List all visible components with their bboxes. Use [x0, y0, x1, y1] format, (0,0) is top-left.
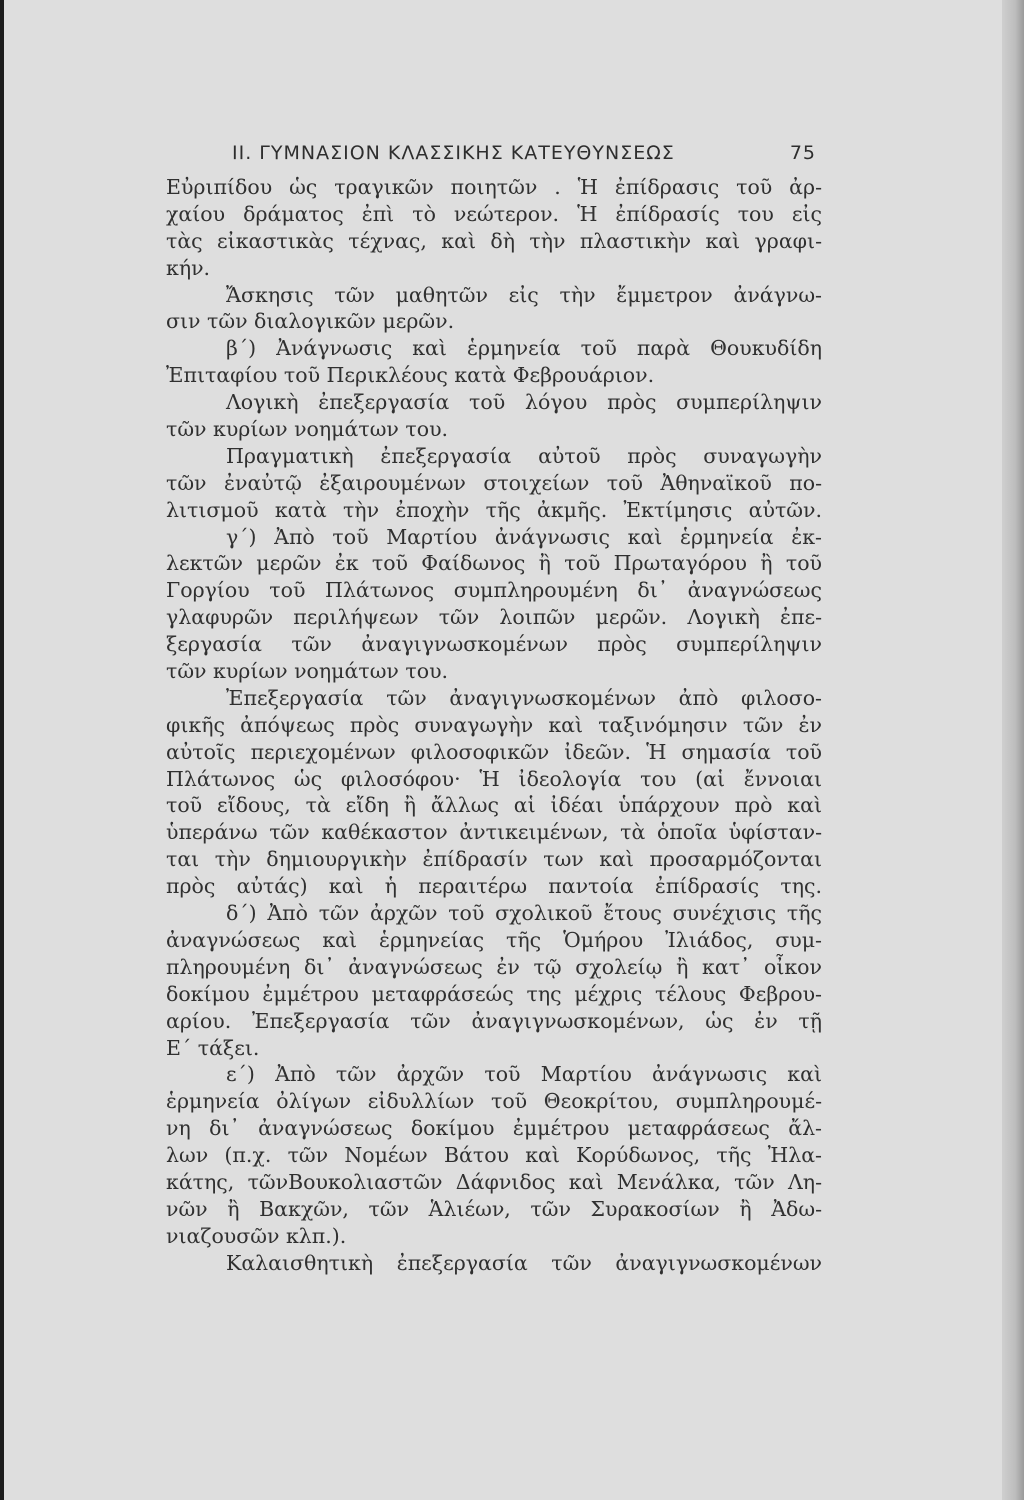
- page-number: 75: [789, 142, 816, 164]
- text-line: Πλάτωνος ὡς φιλοσόφου· Ἡ ἰδεολογία του (αἱ ἔννοιαι: [166, 766, 822, 791]
- text-line: Ἄσκησις τῶν μαθητῶν εἰς τὴν ἔμμετρον ἀνάγνω-: [226, 282, 822, 307]
- text-line: ὑπεράνω τῶν καθέκαστον ἀντικειμένων, τὰ ὁποῖα ὑφίσταν-: [166, 820, 822, 845]
- text-line: τῶν ἐναὐτῷ ἐξαιρουμένων στοιχείων τοῦ Ἀθηναϊκοῦ πο-: [166, 470, 822, 495]
- text-line: τοῦ εἴδους, τὰ εἴδη ἢ ἄλλως αἱ ἰδέαι ὑπάρχουν πρὸ καὶ: [166, 793, 822, 818]
- text-line: πρὸς αὐτάς) καὶ ἡ περαιτέρω παντοία ἐπίδρασίς της.: [166, 874, 822, 899]
- text-line: ξεργασία τῶν ἀναγιγνωσκομένων πρὸς συμπερίληψιν: [166, 632, 822, 657]
- text-line: δ΄) Ἀπὸ τῶν ἀρχῶν τοῦ σχολικοῦ ἔτους συνέχισις τῆς: [226, 901, 822, 926]
- text-line: ἀναγνώσεως καὶ ἑρμηνείας τῆς Ὁμήρου Ἰλιάδος, συμ-: [166, 927, 822, 952]
- text-line: Ἐπιταφίου τοῦ Περικλέους κατὰ Φεβρουάριον.: [166, 363, 655, 388]
- text-line: Καλαισθητικὴ ἐπεξεργασία τῶν ἀναγιγνωσκομένων: [226, 1250, 822, 1275]
- text-line: Ἐπεξεργασία τῶν ἀναγιγνωσκομένων ἀπὸ φιλοσο-: [226, 685, 822, 710]
- text-line: κήν.: [166, 255, 211, 280]
- body-text: [166, 174, 822, 1277]
- text-line: ε΄) Ἀπὸ τῶν ἀρχῶν τοῦ Μαρτίου ἀνάγνωσις καὶ: [226, 1062, 822, 1087]
- text-line: τὰς εἰκαστικὰς τέχνας, καὶ δὴ τὴν πλαστικὴν καὶ γραφι-: [166, 228, 822, 253]
- text-line: λων (π.χ. τῶν Νομέων Βάτου καὶ Κορύδωνος, τῆς Ἠλα-: [166, 1143, 822, 1168]
- text-line: χαίου δράματος ἐπὶ τὸ νεώτερον. Ἡ ἐπίδρασίς του εἰς: [166, 201, 822, 226]
- text-line: Πραγματικὴ ἐπεξεργασία αὐτοῦ πρὸς συναγωγὴν: [226, 443, 822, 468]
- text-line: τῶν κυρίων νοημάτων του.: [166, 659, 449, 684]
- book-page: [4, 0, 1024, 1500]
- running-header: [232, 142, 822, 164]
- text-line: δοκίμου ἐμμέτρου μεταφράσεώς της μέχρις τέλους Φεβρου-: [166, 981, 822, 1006]
- text-line: νη δι᾽ ἀναγνώσεως δοκίμου ἐμμέτρου μεταφράσεως ἄλ-: [166, 1116, 822, 1141]
- text-line: πληρουμένη δι᾽ ἀναγνώσεως ἐν τῷ σχολείῳ ἢ κατ᾽ οἶκον: [166, 954, 822, 979]
- page-edge-shadow: [1002, 0, 1024, 1500]
- text-line: Γοργίου τοῦ Πλάτωνος συμπληρουμένη δι᾽ ἀναγνώσεως: [166, 578, 822, 603]
- text-line: σιν τῶν διαλογικῶν μερῶν.: [166, 309, 455, 334]
- text-line: γ΄) Ἀπὸ τοῦ Μαρτίου ἀνάγνωσις καὶ ἑρμηνεία ἐκ-: [226, 524, 822, 549]
- text-line: β΄) Ἀνάγνωσις καὶ ἑρμηνεία τοῦ παρὰ Θουκυδίδη: [226, 336, 822, 361]
- text-line: ἑρμηνεία ὀλίγων εἰδυλλίων τοῦ Θεοκρίτου, συμπληρουμέ-: [166, 1089, 822, 1114]
- text-line: λιτισμοῦ κατὰ τὴν ἐποχὴν τῆς ἀκμῆς. Ἐκτίμησις αὐτῶν.: [166, 497, 822, 522]
- running-title: ΙΙ. ΓΥΜΝΑΣΙΟΝ ΚΛΑΣΣΙΚΗΣ ΚΑΤΕΥΘΥΝΣΕΩΣ: [232, 142, 675, 164]
- text-line: λεκτῶν μερῶν ἐκ τοῦ Φαίδωνος ἢ τοῦ Πρωταγόρου ἢ τοῦ: [166, 551, 822, 576]
- text-line: νιαζουσῶν κλπ.).: [166, 1223, 347, 1248]
- text-line: αρίου. Ἐπεξεργασία τῶν ἀναγιγνωσκομένων, ὡς ἐν τῇ: [166, 1008, 822, 1033]
- text-line: αὐτοῖς περιεχομένων φιλοσοφικῶν ἰδεῶν. Ἡ σημασία τοῦ: [166, 739, 822, 764]
- text-line: Λογικὴ ἐπεξεργασία τοῦ λόγου πρὸς συμπερίληψιν: [226, 390, 822, 415]
- text-line: φικῆς ἀπόψεως πρὸς συναγωγὴν καὶ ταξινόμησιν τῶν ἐν: [166, 712, 822, 737]
- text-line: ται τὴν δημιουργικὴν ἐπίδρασίν των καὶ προσαρμόζονται: [166, 847, 822, 872]
- text-line: τῶν κυρίων νοημάτων του.: [166, 417, 449, 442]
- text-line: Ε΄ τάξει.: [166, 1035, 260, 1060]
- text-line: κάτης, τῶνΒουκολιαστῶν Δάφνιδος καὶ Μενάλκα, τῶν Λη-: [166, 1169, 822, 1194]
- text-line: γλαφυρῶν περιλήψεων τῶν λοιπῶν μερῶν. Λογικὴ ἐπε-: [166, 605, 822, 630]
- text-line: νῶν ἢ Βακχῶν, τῶν Ἁλιέων, τῶν Συρακοσίων ἢ Ἀδω-: [166, 1196, 822, 1221]
- text-line: Εὐριπίδου ὡς τραγικῶν ποιητῶν . Ἡ ἐπίδρασις τοῦ ἀρ-: [166, 175, 822, 199]
